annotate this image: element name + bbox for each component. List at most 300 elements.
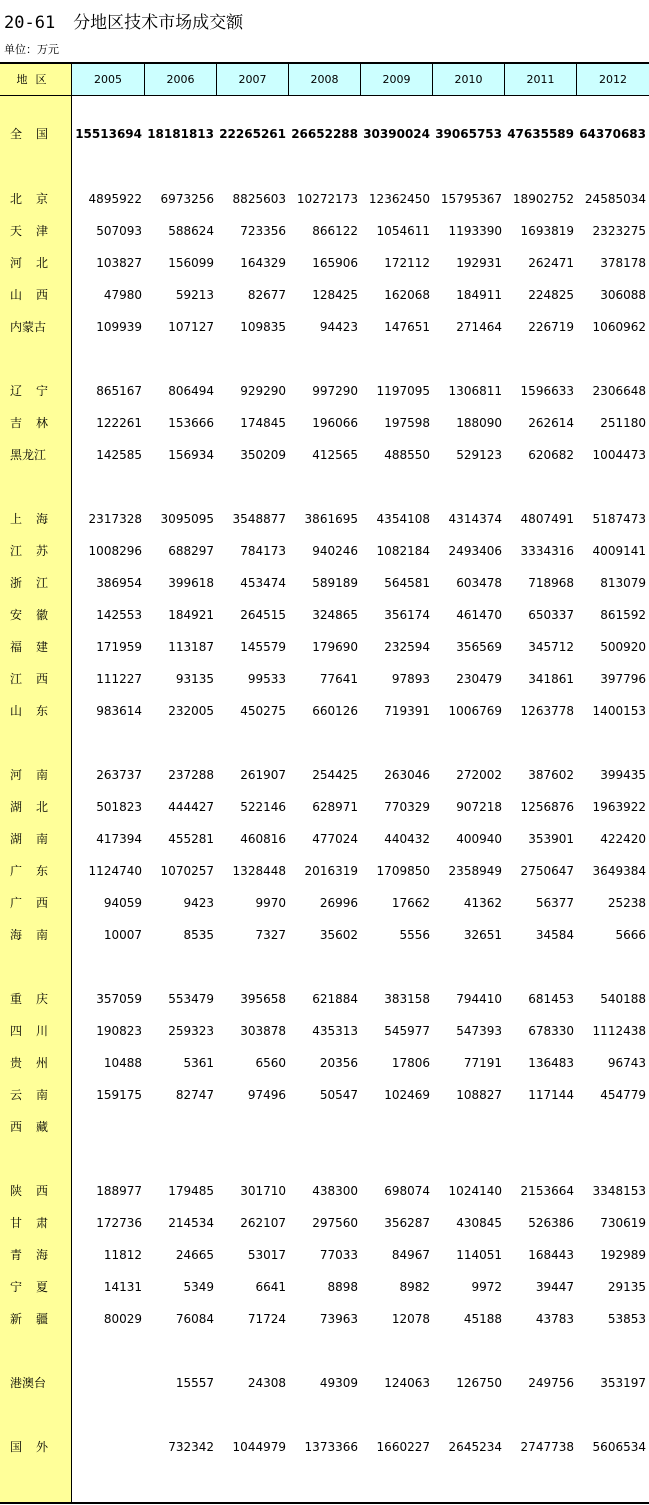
value-cell: 53017 — [247, 1248, 286, 1262]
region-name: 河北 — [10, 256, 63, 270]
table-row — [0, 381, 649, 401]
table-row — [0, 1213, 649, 1233]
value-cell: 262471 — [528, 256, 574, 270]
value-cell: 397796 — [600, 672, 646, 686]
value-cell: 4807491 — [520, 512, 574, 526]
value-cell: 262107 — [240, 1216, 286, 1230]
value-cell: 97893 — [391, 672, 430, 686]
table-row — [0, 509, 649, 529]
value-cell: 477024 — [312, 832, 358, 846]
region-name: 广东 — [10, 864, 63, 878]
value-cell: 453474 — [240, 576, 286, 590]
value-cell: 306088 — [600, 288, 646, 302]
table-row — [0, 1373, 649, 1393]
region-name: 福建 — [10, 640, 63, 654]
region-name: 海南 — [10, 928, 63, 942]
value-cell: 29135 — [607, 1280, 646, 1294]
value-cell: 18181813 — [147, 127, 214, 141]
value-cell: 136483 — [528, 1056, 574, 1070]
value-cell: 179485 — [168, 1184, 214, 1198]
value-cell: 20356 — [319, 1056, 358, 1070]
value-cell: 1963922 — [592, 800, 646, 814]
table-row — [0, 861, 649, 881]
value-cell: 3649384 — [592, 864, 646, 878]
value-cell: 179690 — [312, 640, 358, 654]
header-year: 2012 — [577, 64, 649, 95]
table-row — [0, 669, 649, 689]
region-name: 港澳台 — [10, 1376, 47, 1390]
value-cell: 126750 — [456, 1376, 502, 1390]
value-cell: 214534 — [168, 1216, 214, 1230]
value-cell: 109835 — [240, 320, 286, 334]
value-cell: 723356 — [240, 224, 286, 238]
value-cell: 806494 — [168, 384, 214, 398]
value-cell: 929290 — [240, 384, 286, 398]
value-cell: 794410 — [456, 992, 502, 1006]
value-cell: 47635589 — [507, 127, 574, 141]
value-cell: 76084 — [175, 1312, 214, 1326]
value-cell: 49309 — [319, 1376, 358, 1390]
table-row — [0, 124, 649, 144]
value-cell: 156099 — [168, 256, 214, 270]
value-cell: 43783 — [535, 1312, 574, 1326]
value-cell: 983614 — [96, 704, 142, 718]
value-cell: 263737 — [96, 768, 142, 782]
value-cell: 47980 — [103, 288, 142, 302]
value-cell: 17662 — [391, 896, 430, 910]
value-cell: 159175 — [96, 1088, 142, 1102]
value-cell: 1197095 — [376, 384, 430, 398]
value-cell: 430845 — [456, 1216, 502, 1230]
region-name: 甘肃 — [10, 1216, 63, 1230]
value-cell: 1124740 — [88, 864, 142, 878]
value-cell: 324865 — [312, 608, 358, 622]
value-cell — [72, 1373, 142, 1393]
table-row — [0, 701, 649, 721]
region-name: 山西 — [10, 288, 63, 302]
value-cell — [576, 1117, 646, 1137]
value-cell: 540188 — [600, 992, 646, 1006]
value-cell — [216, 1117, 286, 1137]
header-region: 地区 — [0, 64, 72, 95]
value-cell: 2306648 — [592, 384, 646, 398]
value-cell: 400940 — [456, 832, 502, 846]
value-cell: 59213 — [175, 288, 214, 302]
value-cell — [288, 1117, 358, 1137]
table-row — [0, 189, 649, 209]
table-row — [0, 829, 649, 849]
value-cell: 460816 — [240, 832, 286, 846]
value-cell: 41362 — [463, 896, 502, 910]
value-cell: 56377 — [535, 896, 574, 910]
value-cell: 386954 — [96, 576, 142, 590]
value-cell: 272002 — [456, 768, 502, 782]
value-cell: 1660227 — [376, 1440, 430, 1454]
value-cell: 156934 — [168, 448, 214, 462]
value-cell: 2323275 — [592, 224, 646, 238]
value-cell: 698074 — [384, 1184, 430, 1198]
value-cell: 1373366 — [304, 1440, 358, 1454]
value-cell: 196066 — [312, 416, 358, 430]
region-name: 新疆 — [10, 1312, 63, 1326]
value-cell: 263046 — [384, 768, 430, 782]
region-name: 宁夏 — [10, 1280, 63, 1294]
value-cell: 93135 — [175, 672, 214, 686]
value-cell: 8898 — [327, 1280, 358, 1294]
value-cell: 1263778 — [520, 704, 574, 718]
value-cell: 124063 — [384, 1376, 430, 1390]
value-cell: 522146 — [240, 800, 286, 814]
value-cell — [432, 1117, 502, 1137]
value-cell: 399435 — [600, 768, 646, 782]
table-row — [0, 573, 649, 593]
value-cell: 80029 — [103, 1312, 142, 1326]
table-title: 分地区技术市场成交额 — [73, 13, 244, 33]
value-cell: 8535 — [183, 928, 214, 942]
value-cell: 3548877 — [232, 512, 286, 526]
table-header — [0, 64, 649, 96]
value-cell: 1060962 — [592, 320, 646, 334]
value-cell: 997290 — [312, 384, 358, 398]
value-cell: 303878 — [240, 1024, 286, 1038]
value-cell: 1044979 — [232, 1440, 286, 1454]
region-name: 青海 — [10, 1248, 63, 1262]
value-cell: 107127 — [168, 320, 214, 334]
value-cell: 188090 — [456, 416, 502, 430]
value-cell: 488550 — [384, 448, 430, 462]
region-name: 内蒙古 — [10, 320, 47, 334]
region-name: 安徽 — [10, 608, 63, 622]
value-cell: 4314374 — [448, 512, 502, 526]
value-cell: 718968 — [528, 576, 574, 590]
value-cell: 6560 — [255, 1056, 286, 1070]
value-cell: 5361 — [183, 1056, 214, 1070]
value-cell: 82677 — [247, 288, 286, 302]
value-cell: 96743 — [607, 1056, 646, 1070]
value-cell: 9972 — [471, 1280, 502, 1294]
value-cell: 249756 — [528, 1376, 574, 1390]
value-cell: 9423 — [183, 896, 214, 910]
region-name: 全国 — [10, 127, 63, 141]
value-cell: 172736 — [96, 1216, 142, 1230]
value-cell: 784173 — [240, 544, 286, 558]
value-cell: 564581 — [384, 576, 430, 590]
value-cell: 770329 — [384, 800, 430, 814]
value-cell: 501823 — [96, 800, 142, 814]
value-cell: 1112438 — [592, 1024, 646, 1038]
value-cell: 39447 — [535, 1280, 574, 1294]
value-cell: 526386 — [528, 1216, 574, 1230]
value-cell: 5349 — [183, 1280, 214, 1294]
region-name: 浙江 — [10, 576, 63, 590]
table-row — [0, 253, 649, 273]
region-name: 四川 — [10, 1024, 63, 1038]
value-cell: 84967 — [391, 1248, 430, 1262]
value-cell: 301710 — [240, 1184, 286, 1198]
region-name: 山东 — [10, 704, 63, 718]
value-cell: 113187 — [168, 640, 214, 654]
value-cell: 53853 — [607, 1312, 646, 1326]
value-cell: 1709850 — [376, 864, 430, 878]
value-cell: 866122 — [312, 224, 358, 238]
value-cell: 22265261 — [219, 127, 286, 141]
value-cell: 507093 — [96, 224, 142, 238]
region-name: 上海 — [10, 512, 63, 526]
value-cell: 688297 — [168, 544, 214, 558]
value-cell: 262614 — [528, 416, 574, 430]
value-cell: 861592 — [600, 608, 646, 622]
value-cell: 26652288 — [291, 127, 358, 141]
value-cell: 15795367 — [440, 192, 502, 206]
value-cell: 3095095 — [160, 512, 214, 526]
value-cell: 1306811 — [448, 384, 502, 398]
value-cell: 94059 — [103, 896, 142, 910]
table-row — [0, 1021, 649, 1041]
value-cell: 103827 — [96, 256, 142, 270]
value-cell: 2317328 — [88, 512, 142, 526]
value-cell: 192989 — [600, 1248, 646, 1262]
value-cell: 165906 — [312, 256, 358, 270]
value-cell: 529123 — [456, 448, 502, 462]
value-cell: 2645234 — [448, 1440, 502, 1454]
value-cell: 907218 — [456, 800, 502, 814]
table-row — [0, 893, 649, 913]
value-cell: 1693819 — [520, 224, 574, 238]
value-cell: 39065753 — [435, 127, 502, 141]
value-cell: 109939 — [96, 320, 142, 334]
value-cell: 353901 — [528, 832, 574, 846]
value-cell: 14131 — [103, 1280, 142, 1294]
header-year: 2011 — [505, 64, 577, 95]
region-name: 黑龙江 — [10, 448, 47, 462]
value-cell: 455281 — [168, 832, 214, 846]
unit-label: 单位：万元 — [4, 43, 59, 56]
value-cell: 621884 — [312, 992, 358, 1006]
region-name: 北京 — [10, 192, 63, 206]
table-row — [0, 1181, 649, 1201]
value-cell: 383158 — [384, 992, 430, 1006]
value-cell: 628971 — [312, 800, 358, 814]
page-title — [4, 8, 243, 32]
region-name: 云南 — [10, 1088, 63, 1102]
value-cell: 395658 — [240, 992, 286, 1006]
value-cell: 5187473 — [592, 512, 646, 526]
value-cell: 251180 — [600, 416, 646, 430]
value-cell: 5606534 — [592, 1440, 646, 1454]
table-row — [0, 1053, 649, 1073]
value-cell: 545977 — [384, 1024, 430, 1038]
value-cell: 435313 — [312, 1024, 358, 1038]
value-cell: 1070257 — [160, 864, 214, 878]
value-cell: 387602 — [528, 768, 574, 782]
value-cell: 77033 — [319, 1248, 358, 1262]
value-cell: 547393 — [456, 1024, 502, 1038]
value-cell: 94423 — [319, 320, 358, 334]
value-cell: 82747 — [175, 1088, 214, 1102]
region-name: 湖北 — [10, 800, 63, 814]
value-cell: 4895922 — [88, 192, 142, 206]
table-row — [0, 925, 649, 945]
value-cell: 12078 — [391, 1312, 430, 1326]
table-row — [0, 1277, 649, 1297]
value-cell: 77641 — [319, 672, 358, 686]
value-cell: 3861695 — [304, 512, 358, 526]
value-cell: 108827 — [456, 1088, 502, 1102]
value-cell: 345712 — [528, 640, 574, 654]
header-year: 2007 — [217, 64, 289, 95]
value-cell: 111227 — [96, 672, 142, 686]
value-cell: 197598 — [384, 416, 430, 430]
value-cell: 45188 — [463, 1312, 502, 1326]
table-row — [0, 797, 649, 817]
table-row — [0, 1085, 649, 1105]
table-row — [0, 221, 649, 241]
value-cell: 8825603 — [232, 192, 286, 206]
value-cell: 2016319 — [304, 864, 358, 878]
value-cell: 224825 — [528, 288, 574, 302]
value-cell: 1596633 — [520, 384, 574, 398]
value-cell: 3348153 — [592, 1184, 646, 1198]
value-cell: 97496 — [247, 1088, 286, 1102]
value-cell: 30390024 — [363, 127, 430, 141]
value-cell: 553479 — [168, 992, 214, 1006]
region-name: 贵州 — [10, 1056, 63, 1070]
region-name: 广西 — [10, 896, 63, 910]
value-cell: 1024140 — [448, 1184, 502, 1198]
value-cell — [360, 1117, 430, 1137]
value-cell: 5666 — [615, 928, 646, 942]
region-name: 河南 — [10, 768, 63, 782]
value-cell: 17806 — [391, 1056, 430, 1070]
value-cell: 1328448 — [232, 864, 286, 878]
value-cell: 24665 — [175, 1248, 214, 1262]
value-cell: 681453 — [528, 992, 574, 1006]
header-year: 2006 — [145, 64, 217, 95]
value-cell — [504, 1117, 574, 1137]
value-cell: 10488 — [103, 1056, 142, 1070]
value-cell: 341861 — [528, 672, 574, 686]
value-cell: 1004473 — [592, 448, 646, 462]
table-row — [0, 605, 649, 625]
value-cell: 35602 — [319, 928, 358, 942]
value-cell: 10272173 — [296, 192, 358, 206]
value-cell: 297560 — [312, 1216, 358, 1230]
value-cell: 378178 — [600, 256, 646, 270]
value-cell: 71724 — [247, 1312, 286, 1326]
value-cell: 259323 — [168, 1024, 214, 1038]
value-cell — [72, 1437, 142, 1457]
region-name: 湖南 — [10, 832, 63, 846]
value-cell: 4009141 — [592, 544, 646, 558]
table-row — [0, 637, 649, 657]
region-name: 吉林 — [10, 416, 63, 430]
region-name: 天津 — [10, 224, 63, 238]
value-cell: 813079 — [600, 576, 646, 590]
value-cell: 1008296 — [88, 544, 142, 558]
value-cell: 440432 — [384, 832, 430, 846]
table-row — [0, 765, 649, 785]
value-cell: 162068 — [384, 288, 430, 302]
region-name: 江西 — [10, 672, 63, 686]
value-cell: 15513694 — [75, 127, 142, 141]
value-cell: 1082184 — [376, 544, 430, 558]
value-cell: 1193390 — [448, 224, 502, 238]
value-cell: 353197 — [600, 1376, 646, 1390]
value-cell: 1256876 — [520, 800, 574, 814]
value-cell: 172112 — [384, 256, 430, 270]
value-cell: 660126 — [312, 704, 358, 718]
value-cell: 114051 — [456, 1248, 502, 1262]
value-cell: 450275 — [240, 704, 286, 718]
value-cell: 271464 — [456, 320, 502, 334]
table-row — [0, 1437, 649, 1457]
value-cell: 24308 — [247, 1376, 286, 1390]
value-cell: 2153664 — [520, 1184, 574, 1198]
value-cell: 232005 — [168, 704, 214, 718]
value-cell: 454779 — [600, 1088, 646, 1102]
value-cell: 350209 — [240, 448, 286, 462]
value-cell: 3334316 — [520, 544, 574, 558]
value-cell: 357059 — [96, 992, 142, 1006]
value-cell: 32651 — [463, 928, 502, 942]
value-cell — [144, 1117, 214, 1137]
value-cell: 1400153 — [592, 704, 646, 718]
value-cell: 26996 — [319, 896, 358, 910]
value-cell: 12362450 — [368, 192, 430, 206]
table-row — [0, 1117, 649, 1137]
value-cell: 444427 — [168, 800, 214, 814]
value-cell: 399618 — [168, 576, 214, 590]
value-cell: 117144 — [528, 1088, 574, 1102]
value-cell: 588624 — [168, 224, 214, 238]
value-cell: 18902752 — [512, 192, 574, 206]
value-cell: 6641 — [255, 1280, 286, 1294]
value-cell: 99533 — [247, 672, 286, 686]
value-cell: 232594 — [384, 640, 430, 654]
table-row — [0, 1245, 649, 1265]
value-cell: 417394 — [96, 832, 142, 846]
value-cell: 940246 — [312, 544, 358, 558]
value-cell — [72, 1117, 142, 1137]
value-cell: 184921 — [168, 608, 214, 622]
value-cell: 184911 — [456, 288, 502, 302]
region-name: 国外 — [10, 1440, 63, 1454]
value-cell: 73963 — [319, 1312, 358, 1326]
value-cell: 461470 — [456, 608, 502, 622]
header-year: 2008 — [289, 64, 361, 95]
value-cell: 142553 — [96, 608, 142, 622]
value-cell: 1054611 — [376, 224, 430, 238]
value-cell: 422420 — [600, 832, 646, 846]
value-cell: 25238 — [607, 896, 646, 910]
value-cell: 230479 — [456, 672, 502, 686]
value-cell: 11812 — [103, 1248, 142, 1262]
table-row — [0, 317, 649, 337]
value-cell: 6973256 — [160, 192, 214, 206]
table-row — [0, 413, 649, 433]
value-cell: 174845 — [240, 416, 286, 430]
header-year: 2010 — [433, 64, 505, 95]
value-cell: 1006769 — [448, 704, 502, 718]
value-cell: 732342 — [168, 1440, 214, 1454]
value-cell: 164329 — [240, 256, 286, 270]
value-cell: 147651 — [384, 320, 430, 334]
value-cell: 2493406 — [448, 544, 502, 558]
value-cell: 171959 — [96, 640, 142, 654]
value-cell: 2747738 — [520, 1440, 574, 1454]
value-cell: 589189 — [312, 576, 358, 590]
table-row — [0, 285, 649, 305]
